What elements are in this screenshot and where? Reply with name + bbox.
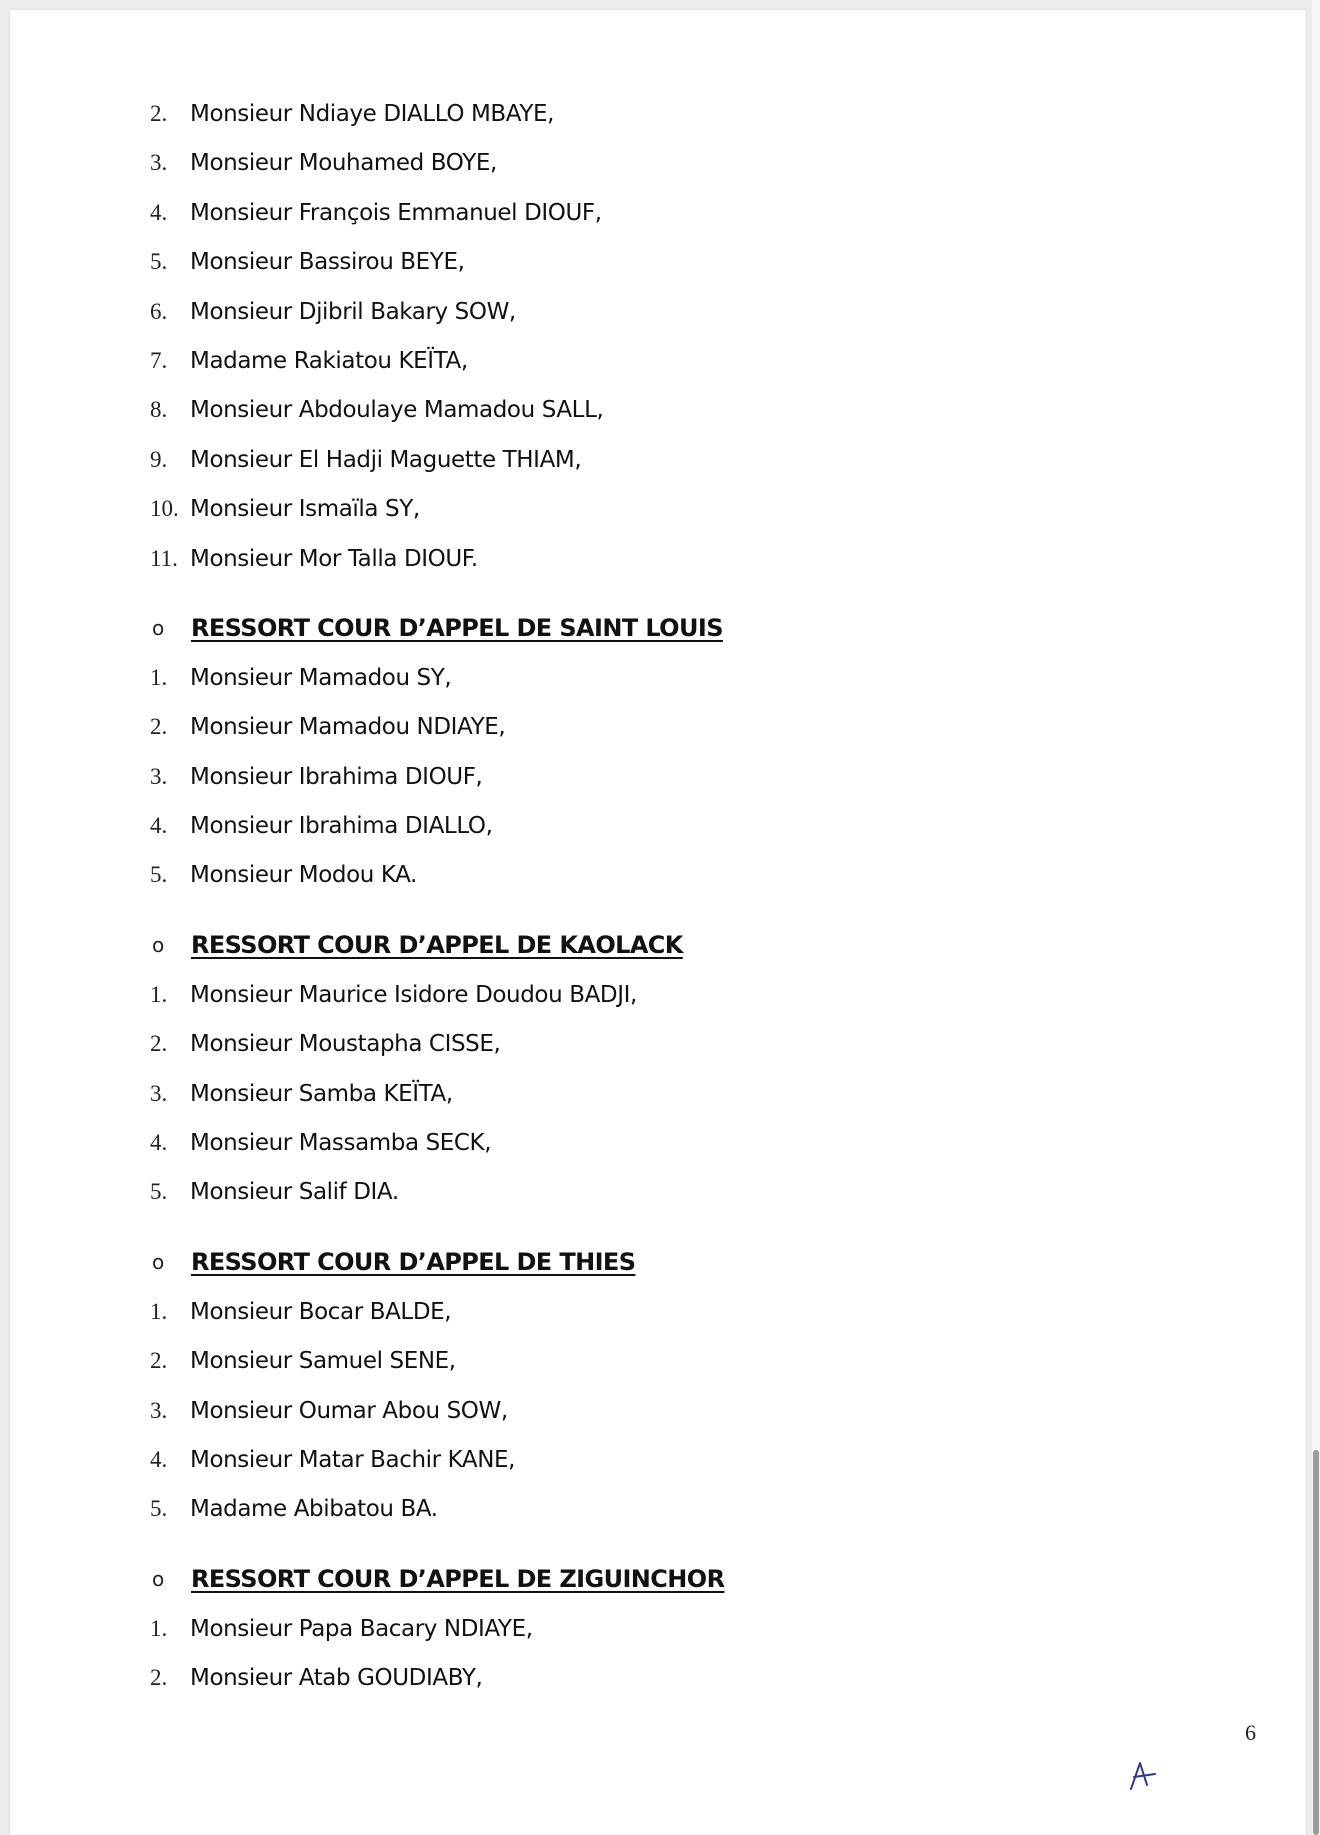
list-item (150, 242, 1150, 291)
scrollbar-thumb[interactable] (1313, 1450, 1319, 1835)
list-item-number: 4. (150, 1446, 168, 1472)
list-item (150, 1292, 1150, 1341)
section-bullet-icon: o (152, 932, 165, 957)
list-item (150, 1024, 1150, 1073)
list-item-number: 3. (150, 1080, 168, 1106)
list-item-name: Monsieur Maurice Isidore Doudou BADJI, (190, 981, 637, 1008)
list-item-number: 3. (150, 1397, 168, 1423)
list-item-name: Monsieur Ndiaye DIALLO MBAYE, (190, 101, 555, 127)
section-group (150, 1242, 1150, 1539)
list-item-name: Monsieur El Hadji Maguette THIAM, (190, 446, 582, 473)
list-item (150, 1609, 1150, 1658)
list-item-name: Monsieur Massamba SECK, (190, 1130, 492, 1157)
list-item (150, 975, 1150, 1024)
list-item-name: Monsieur Oumar Abou SOW, (190, 1397, 508, 1424)
list-item-number: 2. (150, 1031, 168, 1057)
list-item (150, 94, 1150, 143)
list-item-number: 5. (150, 249, 168, 275)
list-item-name: Monsieur Mamadou SY, (190, 664, 452, 691)
list-item-number: 5. (150, 1496, 168, 1522)
list-item (150, 757, 1150, 806)
section-bullet-icon: o (152, 1249, 165, 1274)
list-item-number: 5. (150, 862, 168, 888)
section-title: RESSORT COUR D’APPEL DE THIES (191, 1247, 636, 1276)
document-content (150, 94, 1150, 1708)
section-heading (150, 1242, 1150, 1292)
list-item-name: Monsieur Mamadou NDIAYE, (190, 714, 506, 741)
list-item-number: 2. (150, 1665, 168, 1691)
list-item (150, 341, 1150, 390)
list-item (150, 658, 1150, 707)
list-item (150, 1658, 1150, 1707)
list-item (150, 806, 1150, 855)
list-item-number: 4. (150, 199, 168, 225)
list-item-name: Monsieur Ibrahima DIALLO, (190, 813, 493, 840)
list-item-number: 9. (150, 446, 168, 472)
list-item-number: 7. (150, 347, 168, 373)
section-bullet-icon: o (152, 615, 165, 640)
vertical-scrollbar[interactable] (1312, 0, 1320, 1835)
list-item-number: 4. (150, 1130, 168, 1156)
list-item-name: Monsieur Bocar BALDE, (190, 1298, 452, 1325)
section-title: RESSORT COUR D’APPEL DE KAOLACK (191, 930, 683, 959)
list-item-number: 4. (150, 813, 168, 839)
section-group (150, 608, 1150, 905)
list-item-number: 2. (150, 1348, 168, 1374)
list-item-name: Monsieur Moustapha CISSE, (190, 1031, 501, 1058)
list-item-number: 2. (150, 714, 168, 740)
list-item-number: 11. (150, 545, 178, 571)
list-item-name: Monsieur Modou KA. (190, 862, 417, 889)
list-item-number: 8. (150, 397, 168, 423)
list-item (150, 855, 1150, 904)
list-item (150, 489, 1150, 538)
section-heading (150, 1559, 1150, 1609)
list-item (150, 143, 1150, 192)
list-item-number: 3. (150, 150, 168, 176)
list-item-number: 2. (150, 101, 168, 126)
list-item-name: Monsieur Bassirou BEYE, (190, 249, 465, 276)
section-bullet-icon: o (152, 1566, 165, 1591)
list-item-number: 1. (150, 981, 168, 1007)
list-item-number: 6. (150, 298, 168, 324)
list-item (150, 707, 1150, 756)
list-item (150, 539, 1150, 588)
handwritten-initials-icon (1125, 1755, 1165, 1795)
list-item (150, 1172, 1150, 1221)
section-title: RESSORT COUR D’APPEL DE SAINT LOUIS (191, 613, 723, 642)
list-item-name: Monsieur François Emmanuel DIOUF, (190, 199, 602, 226)
list-item-name: Monsieur Salif DIA. (190, 1179, 399, 1206)
section-heading (150, 608, 1150, 658)
list-item (150, 1341, 1150, 1390)
section-group (150, 94, 1150, 588)
list-item-number: 1. (150, 1615, 168, 1641)
list-item-name: Monsieur Ibrahima DIOUF, (190, 763, 483, 790)
list-item (150, 1123, 1150, 1172)
section-group (150, 925, 1150, 1222)
list-item (150, 1391, 1150, 1440)
section-title: RESSORT COUR D’APPEL DE ZIGUINCHOR (191, 1564, 725, 1593)
list-item (150, 1440, 1150, 1489)
list-item (150, 292, 1150, 341)
list-item-name: Monsieur Djibril Bakary SOW, (190, 298, 516, 325)
list-item-number: 10. (150, 496, 179, 522)
section-group (150, 1559, 1150, 1708)
list-item-name: Monsieur Ismaïla SY, (190, 496, 420, 523)
list-item-number: 1. (150, 664, 168, 690)
list-item (150, 193, 1150, 242)
list-item (150, 440, 1150, 489)
list-item-name: Madame Abibatou BA. (190, 1496, 438, 1523)
list-item-name: Monsieur Mor Talla DIOUF. (190, 545, 478, 572)
list-item (150, 390, 1150, 439)
list-item-number: 3. (150, 763, 168, 789)
document-page (10, 10, 1306, 1835)
list-item-number: 1. (150, 1298, 168, 1324)
list-item (150, 1489, 1150, 1538)
list-item-number: 5. (150, 1179, 168, 1205)
list-item-name: Monsieur Mouhamed BOYE, (190, 150, 497, 177)
list-item-name: Monsieur Abdoulaye Mamadou SALL, (190, 397, 604, 424)
list-item-name: Monsieur Samba KEÏTA, (190, 1080, 453, 1107)
list-item (150, 1074, 1150, 1123)
list-item-name: Madame Rakiatou KEÏTA, (190, 347, 468, 374)
section-heading (150, 925, 1150, 975)
list-item-name: Monsieur Atab GOUDIABY, (190, 1665, 483, 1692)
list-item-name: Monsieur Samuel SENE, (190, 1348, 456, 1375)
page-number: 6 (1245, 1720, 1256, 1745)
list-item-name: Monsieur Papa Bacary NDIAYE, (190, 1615, 533, 1642)
list-item-name: Monsieur Matar Bachir KANE, (190, 1446, 516, 1473)
